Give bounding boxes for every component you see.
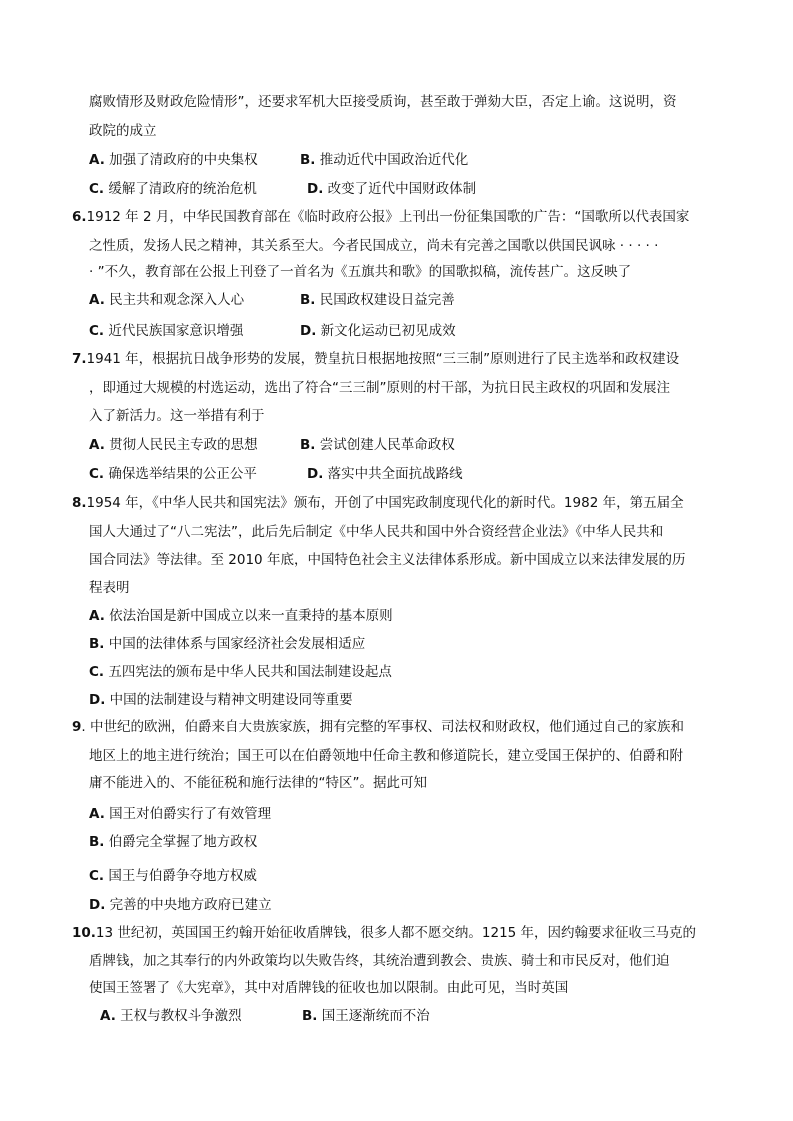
option-label: A.: [89, 292, 105, 308]
q5-text-line2: 政院的成立: [89, 123, 157, 139]
q9-option-a[interactable]: [89, 804, 271, 824]
option-text: 国王与伯爵争夺地方权威: [108, 868, 257, 884]
question-number: 7.: [72, 351, 87, 367]
option-text: 国王逐渐统而不治: [321, 1008, 430, 1024]
q6-text-line3: · ”不久，教育部在公报上刊登了一首名为《五旗共和歌》的国歌拟稿，流传甚广。这反映了: [89, 264, 632, 280]
option-label: C.: [89, 868, 105, 884]
option-text: 近代民族国家意识增强: [108, 323, 244, 339]
option-text: 中国的法律体系与国家经济社会发展相适应: [108, 636, 366, 652]
option-text: 尝试创建人民革命政权: [319, 437, 455, 453]
option-text: 完善的中央地方政府已建立: [109, 897, 272, 913]
q9-option-c[interactable]: [89, 866, 257, 886]
option-text: 加强了清政府的中央集权: [109, 152, 258, 168]
option-text: 国王对伯爵实行了有效管理: [109, 806, 272, 822]
option-label: B.: [300, 152, 316, 168]
option-label: C.: [89, 664, 105, 680]
option-label: D.: [307, 181, 324, 197]
option-label: D.: [89, 897, 106, 913]
option-label: A.: [89, 608, 105, 624]
q10-option-b[interactable]: [302, 1006, 430, 1026]
option-text: 缓解了清政府的统治危机: [108, 181, 257, 197]
option-label: A.: [100, 1008, 116, 1024]
question-text: 1912 年 2 月，中华民国教育部在《临时政府公报》上刊出一份征集国歌的广告：“国歌所以代表国家: [86, 209, 690, 225]
option-label: D.: [89, 692, 106, 708]
option-text: 新文化运动已初见成效: [320, 323, 456, 339]
question-text: 1954 年，《中华人民共和国宪法》颁布，开创了中国宪政制度现代化的新时代。1982 年，第五届全: [86, 495, 684, 511]
q8-text-line1: [72, 493, 684, 513]
q10-option-a[interactable]: [100, 1006, 242, 1026]
q8-option-a[interactable]: [89, 606, 393, 626]
q8-option-c[interactable]: [89, 662, 392, 682]
q8-text-line4: 程表明: [89, 580, 130, 596]
question-number: 9: [72, 719, 82, 735]
question-number: 8.: [72, 495, 87, 511]
option-text: 依法治国是新中国成立以来一直秉持的基本原则: [109, 608, 393, 624]
option-label: B.: [89, 636, 105, 652]
option-label: C.: [89, 466, 105, 482]
option-text: 落实中共全面抗战路线: [327, 466, 463, 482]
option-label: B.: [300, 292, 316, 308]
q5-option-b[interactable]: [300, 150, 468, 170]
question-number: 10.: [72, 925, 96, 941]
q8-text-line3: 国合同法》等法律。至 2010 年底，中国特色社会主义法律体系形成。新中国成立以来法律发展的历: [89, 552, 686, 568]
q7-option-b[interactable]: [300, 435, 455, 455]
q7-text-line3: 入了新活力。这一举措有利于: [89, 408, 265, 424]
option-label: A.: [89, 437, 105, 453]
option-text: 民主共和观念深入人心: [109, 292, 245, 308]
option-label: B.: [300, 437, 316, 453]
q7-text-line2: ，即通过大规模的村选运动，选出了符合“三三制”原则的村干部，为抗日民主政权的巩固和发展注: [89, 380, 670, 396]
q8-text-line2: 国人大通过了“八二宪法”，此后先后制定《中华人民共和国中外合资经营企业法》《中华人民共和: [89, 524, 664, 540]
q8-option-b[interactable]: [89, 634, 365, 654]
option-text: 伯爵完全掌握了地方政权: [108, 834, 258, 850]
q8-option-d[interactable]: [89, 690, 353, 710]
q7-option-d[interactable]: [307, 464, 463, 484]
option-text: 五四宪法的颁布是中华人民共和国法制建设起点: [108, 664, 392, 680]
q7-option-c[interactable]: [89, 464, 257, 484]
q7-text-line1: [72, 349, 679, 369]
question-text: . 中世纪的欧洲，伯爵来自大贵族家族，拥有完整的军事权、司法权和财政权，他们通过自己的家族和: [81, 719, 684, 735]
option-text: 推动近代中国政治近代化: [319, 152, 469, 168]
question-text: 13 世纪初，英国国王约翰开始征收盾牌钱，很多人都不愿交纳。1215 年，因约翰要求征收三马克的: [95, 925, 697, 941]
option-label: D.: [307, 466, 324, 482]
q9-option-b[interactable]: [89, 832, 257, 852]
q9-text-line3: 庸不能进入的、不能征税和施行法律的“特区”。据此可知: [89, 775, 427, 791]
q6-option-c[interactable]: [89, 321, 243, 341]
question-text: 1941 年，根据抗日战争形势的发展，赞皇抗日根据地按照“三三制”原则进行了民主选举和政权建设: [86, 351, 680, 367]
q6-option-a[interactable]: [89, 290, 244, 310]
question-number: 6.: [72, 209, 87, 225]
q5-option-c[interactable]: [89, 179, 257, 199]
option-label: B.: [89, 834, 105, 850]
option-text: 民国政权建设日益完善: [319, 292, 455, 308]
q6-option-b[interactable]: [300, 290, 455, 310]
option-text: 王权与教权斗争激烈: [120, 1008, 242, 1024]
option-label: A.: [89, 806, 105, 822]
option-label: D.: [300, 323, 317, 339]
q6-text-line1: [72, 207, 689, 227]
option-text: 确保选举结果的公正公平: [108, 466, 257, 482]
q10-text-line3: 使国王签署了《大宪章》，其中对盾牌钱的征收也加以限制。由此可见，当时英国: [89, 980, 569, 996]
q7-option-a[interactable]: [89, 435, 258, 455]
q6-text-line2: 之性质，发扬人民之精神，其关系至大。今者民国成立，尚未有完善之国歌以供国民讽咏 · · · · ·: [89, 238, 659, 254]
q5-text-line1: 腐败情形及财政危险情形”，还要求军机大臣接受质询，甚至敢于弹劾大臣，否定上谕。这说明，资: [89, 94, 677, 110]
q5-option-d[interactable]: [307, 179, 476, 199]
q9-text-line2: 地区上的地主进行统治；国王可以在伯爵领地中任命主教和修道院长，建立受国王保护的、伯爵和附: [89, 748, 683, 764]
option-text: 改变了近代中国财政体制: [327, 181, 477, 197]
option-text: 贯彻人民民主专政的思想: [109, 437, 258, 453]
q9-option-d[interactable]: [89, 895, 272, 915]
option-text: 中国的法制建设与精神文明建设同等重要: [109, 692, 353, 708]
option-label: B.: [302, 1008, 318, 1024]
option-label: C.: [89, 181, 105, 197]
option-label: A.: [89, 152, 105, 168]
q9-text-line1: [72, 717, 684, 737]
q6-option-d[interactable]: [300, 321, 456, 341]
q10-text-line1: [72, 923, 696, 943]
q5-option-a[interactable]: [89, 150, 258, 170]
q10-text-line2: 盾牌钱，加之其奉行的内外政策均以失败告终，其统治遭到教会、贵族、骑士和市民反对，他们迫: [89, 953, 670, 969]
option-label: C.: [89, 323, 105, 339]
